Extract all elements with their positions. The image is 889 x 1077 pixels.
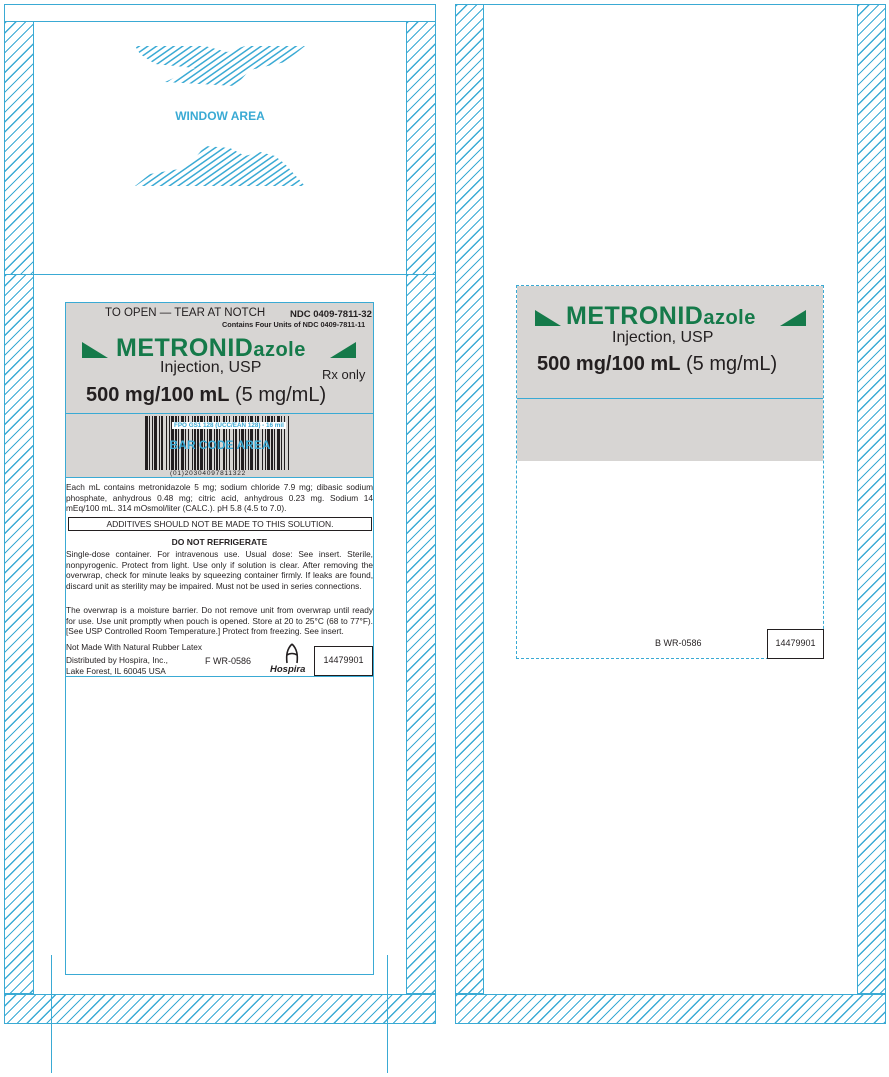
barcode-bar [149, 416, 150, 470]
distributor-line-2: Lake Forest, IL 60045 USA [66, 666, 166, 676]
usage-text: Single-dose container. For intravenous use. Usual dose: See insert. Sterile, nonpyrogenic. Protect from light. Use only if solution is clear. After removing the overwrap, check for minute leaks by squeezing container firmly. If leaks are found, discard unit as sterility may be impaired. Must not be used in series connections. [66, 549, 373, 591]
barcode-area-label: BAR CODE AREA [169, 438, 271, 452]
left-brand-upper: METRONID [116, 334, 254, 362]
overwrap-text: The overwrap is a moisture barrier. Do not remove unit from overwrap until ready for use. Use unit promptly when pouch is opened. Store at 20 to 25°C (68 to 77°F). [See USP Controlled Room Temperature.] Protect from freezing. See insert. [66, 605, 373, 637]
left-side-strip-left [4, 274, 34, 994]
distributor-line-1: Distributed by Hospira, Inc., [66, 655, 168, 665]
window-area-art-bottom [135, 142, 305, 188]
tear-notch-text: TO OPEN — TEAR AT NOTCH [105, 307, 266, 319]
right-brand-triangle-right [780, 310, 806, 326]
left-dosage-form: Injection, USP [160, 359, 262, 376]
left-brand-triangle-left [82, 342, 108, 358]
right-dosage-form: Injection, USP [612, 329, 714, 346]
window-area-art-top [135, 42, 305, 92]
left-brand-triangle-right [330, 342, 356, 358]
left-top-right-strip [406, 21, 436, 275]
right-brand-triangle-left [535, 310, 561, 326]
right-code: B WR-0586 [655, 638, 702, 648]
composition-text: Each mL contains metronidazole 5 mg; sodium chloride 7.9 mg; dibasic sodium phosphate, anhydrous 0.48 mg; citric acid, anhydrous 0.23 mg. Sodium 14 mEq/100 mL. 314 mOsmol/liter (CALC.). pH 5.8 (4.5 to 7.0). [66, 482, 373, 514]
right-side-strip-left [455, 4, 484, 994]
left-item-number: 14479901 [323, 655, 364, 665]
right-strength [537, 353, 777, 376]
right-bottom-seal [455, 994, 886, 1024]
left-trim-line-1 [51, 955, 52, 1073]
window-area-label: WINDOW AREA [175, 109, 265, 123]
additives-warning: ADDITIVES SHOULD NOT BE MADE TO THIS SOLUTION. [106, 519, 334, 529]
left-top-left-strip [4, 21, 34, 275]
right-brand-upper: METRONID [566, 302, 704, 330]
barcode-bar [154, 416, 157, 470]
left-strength [86, 384, 326, 407]
left-code: F WR-0586 [205, 656, 252, 666]
barcode-bar [288, 416, 289, 470]
left-side-strip-right [406, 274, 436, 994]
left-strength-regular: (5 mg/mL) [234, 384, 327, 406]
left-top-rule [4, 21, 436, 22]
left-window-divider [4, 274, 436, 275]
contains-units: Contains Four Units of NDC 0409-7811-11 [222, 320, 366, 329]
right-blank-panel [517, 399, 823, 461]
right-side-strip-right [857, 4, 886, 994]
right-item-number: 14479901 [775, 638, 816, 648]
right-strength-bold: 500 mg/100 mL [537, 353, 681, 375]
left-brand-lower: azole [253, 339, 306, 361]
hospira-logo-icon [283, 643, 301, 665]
right-brand-lower: azole [703, 307, 756, 329]
left-bottom-seal [4, 994, 436, 1024]
latex-statement: Not Made With Natural Rubber Latex [66, 642, 203, 652]
left-text-bottom-rule [66, 676, 373, 677]
rx-only: Rx only [322, 367, 366, 382]
left-trim-line-2 [387, 955, 388, 1073]
barcode-number: (01)20304097811322 [170, 470, 247, 477]
right-brand-name [566, 302, 756, 332]
barcode-bar [152, 416, 153, 470]
barcode-fpo-label: FPO GS1 128 (UCC/EAN 128) - 16 mil [174, 422, 284, 429]
refrigerate-heading: DO NOT REFRIGERATE [171, 537, 268, 547]
barcode-bar [145, 416, 148, 470]
ndc-number: NDC 0409-7811-32 [290, 309, 372, 320]
left-strength-bold: 500 mg/100 mL [86, 384, 230, 406]
hospira-logo-text: Hospira [270, 664, 306, 675]
right-strength-regular: (5 mg/mL) [685, 353, 778, 375]
